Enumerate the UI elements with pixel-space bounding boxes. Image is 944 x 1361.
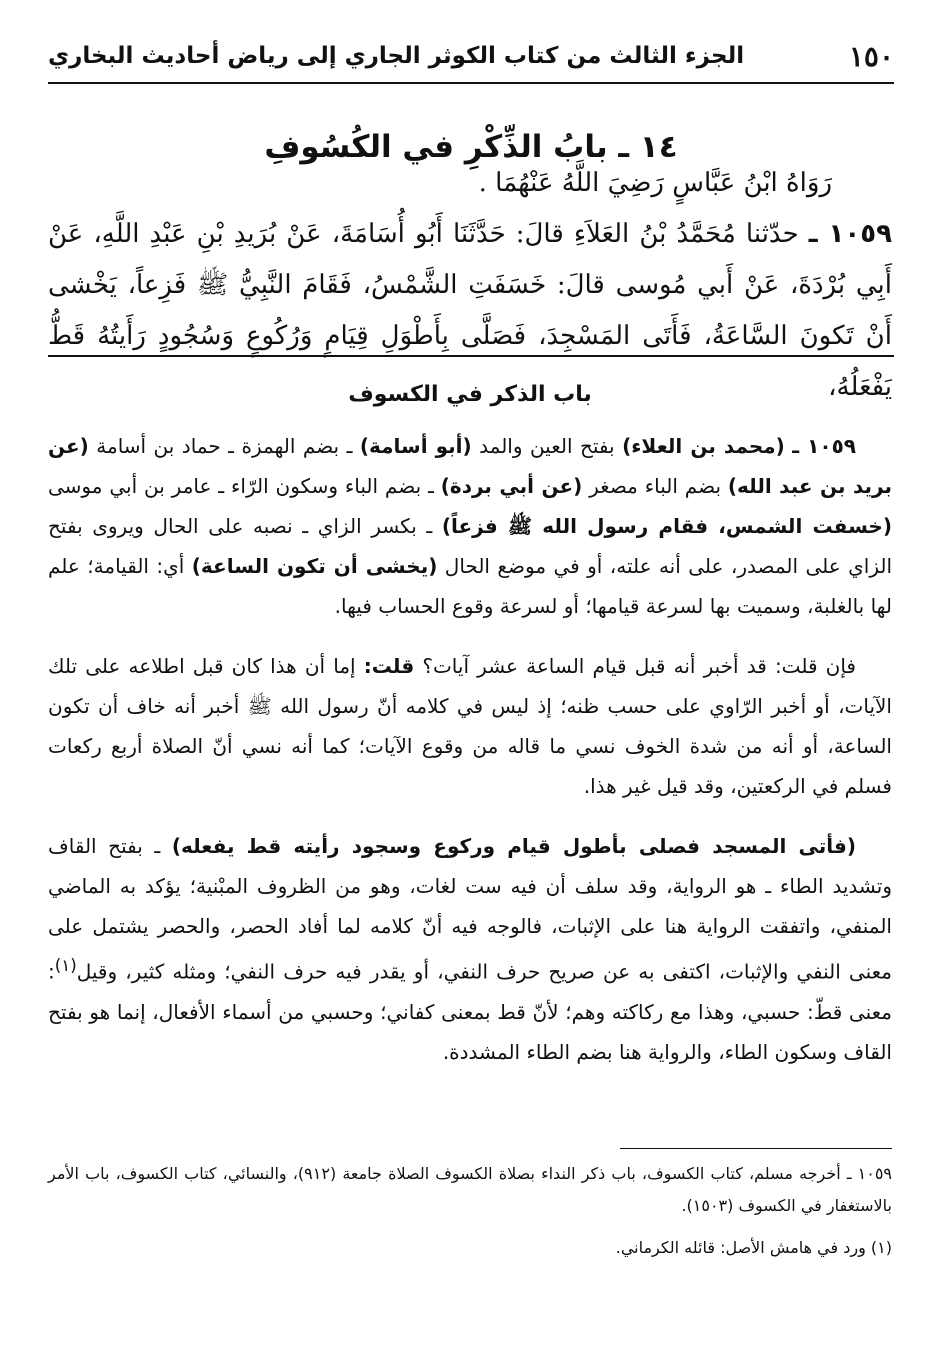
explanation: أي: القيامة؛ علم لها بالغلبة، وسميت بها لسرعة قيامها؛ أو لسرعة وقوع الحساب فيها. <box>48 554 892 618</box>
explanation: ـ بكسر الزاي ـ نصبه على الحال ويروى بفتح الزاي على المصدر، على أنه علته، أو في موضع الحال <box>48 514 893 578</box>
page-number: ١٥٠ <box>848 39 894 73</box>
commentary-paragraph-3 <box>48 826 892 1072</box>
quote: (محمد بن العلاء) <box>622 434 785 458</box>
quote: (خسفت الشمس، فقام رسول الله ﷺ فزعاً) <box>441 514 892 538</box>
explanation: ـ بفتح القاف وتشديد الطاء ـ هو الرواية، وقد سلف أن فيه ست لغات، وهو من الظروف المبْنية؛ يؤكد به الماضي المنفي، واتفقت الرواية هنا على الإثبات، فالوجه فيه أنّ كلامه لما أفاد الحصر، والحصر يشتمل على معنى النفي والإثبات، اكتفى به عن صريح حرف النفي، أو يقدر فيه حرف النفي؛ ومثله كثير، وقيل <box>48 834 892 984</box>
explanation: بضم الباء مصغر <box>582 474 728 498</box>
running-title: الجزء الثالث من كتاب الكوثر الجاري إلى رياض أحاديث البخاري <box>48 43 745 69</box>
hadith-text: حدّثنا مُحَمَّدُ بْنُ العَلاَءِ قالَ: حَدَّثَنَا أَبُو أُسَامَةَ، عَنْ بُرَيدِ بْنِ عَبْدِ اللَّهِ، عَنْ أَبِي بُرْدَةَ، عَنْ أَبي مُوسى قالَ: خَسَفَتِ الشَّمْسُ، فَقَامَ النَّبِيُّ ﷺ فَزِعاً، يَخْشى أَنْ تَكونَ السَّاعَةُ، فَأَتَى المَسْجِدَ، فَصَلَّى بِأَطْوَلِ قِيَامٍ وَرُكُوعٍ وَسُجُودٍ رَأَيتُهُ قَطُّ يَفْعَلُهُ، <box>48 219 892 402</box>
section-divider <box>48 355 894 357</box>
commentary-paragraph-2 <box>48 646 892 806</box>
commentary-paragraph-1 <box>48 426 892 626</box>
page-header <box>48 30 894 84</box>
quote: (فأتى المسجد فصلى بأطول قيام وركوع وسجود رأيته قط يفعله) <box>171 834 856 858</box>
explanation: : معنى قطّ: حسبي، وهذا مع ركاكته وهم؛ لأنّ قط بمعنى كفاني؛ وحسبي من أسماء الأفعال، إنما هو بفتح القاف وسكون الطاء، والرواية هنا بضم الطاء المشددة. <box>48 959 892 1064</box>
quote: (عن أبي بردة) <box>440 474 583 498</box>
footnote-marker: (١) <box>54 956 77 975</box>
explanation: ـ بضم الباء وسكون الرّاء ـ عامر بن أبي موسى <box>48 474 441 498</box>
commentary-hadith-number: ١٠٥٩ ـ <box>792 434 856 458</box>
answer-label: قلت: <box>363 654 415 678</box>
quote: (يخشى أن تكون الساعة) <box>191 554 438 578</box>
quote: (أبو أسامة) <box>359 434 472 458</box>
chapter-title: ١٤ ـ بابُ الذِّكْرِ في الكُسُوفِ <box>264 128 678 165</box>
commentary-section <box>48 372 892 1092</box>
narrator-note: رَوَاهُ ابْنُ عَبَّاسٍ رَضِيَ اللَّهُ عَنْهُمَا . <box>478 168 832 198</box>
hadith-number: ١٠٥٩ ـ <box>808 219 892 249</box>
footnote-1: ١٠٥٩ ـ أخرجه مسلم، كتاب الكسوف، باب ذكر النداء بصلاة الكسوف الصلاة جامعة (٩١٢)، والنسائي، كتاب الكسوف، باب الأمر بالاستغفار في الكسوف (١٥٠٣). <box>48 1164 893 1215</box>
explanation: بفتح العين والمد <box>471 434 623 458</box>
question-text: فإن قلت: قد أخبر أنه قبل قيام الساعة عشر آيات؟ <box>414 654 856 678</box>
explanation: ـ بضم الهمزة ـ حماد بن أسامة <box>88 434 360 458</box>
footnote-2: (١) ورد في هامش الأصل: قائله الكرماني. <box>615 1238 892 1257</box>
quote: (عن بريد بن عبد الله) <box>48 434 893 498</box>
footnote-rule <box>620 1148 892 1149</box>
answer-text: إما أن هذا كان قبل اطلاعه على تلك الآيات، أو أخبر الرّاوي على حسب ظنه؛ إذ ليس في كلامه أنّ رسول الله ﷺ أخبر أنه خاف أن تكون الساعة، أو أنه من شدة الخوف نسي ما قاله من وقوع الآيات؛ كما أنه نسي أنّ الصلاة أربع ركعات فسلم في الركعتين، وقد قيل غير هذا. <box>48 654 892 798</box>
commentary-heading: باب الذكر في الكسوف <box>348 382 592 407</box>
footnotes <box>48 1158 892 1274</box>
